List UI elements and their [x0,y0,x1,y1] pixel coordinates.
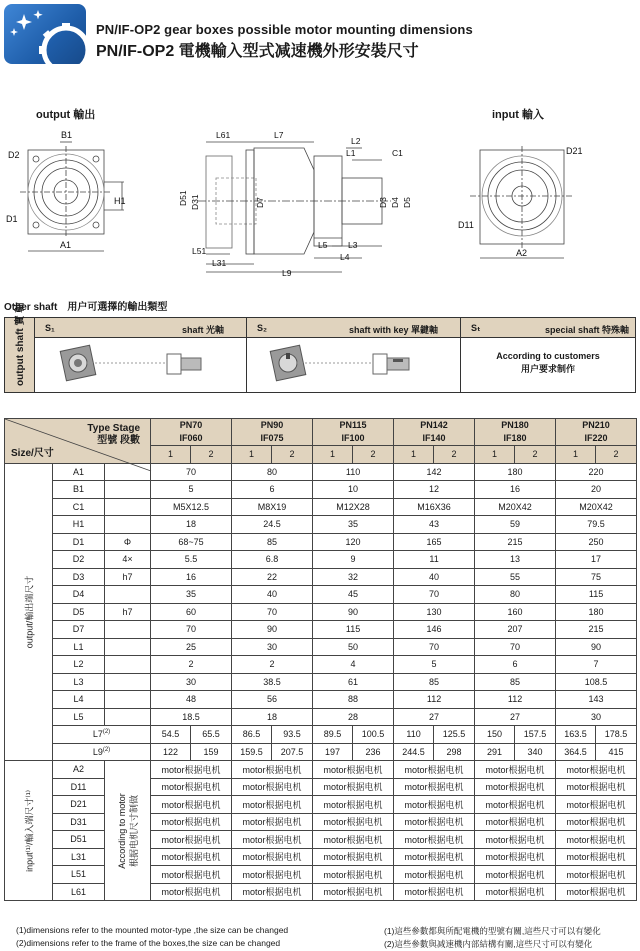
dimension-value: 40 [232,586,313,604]
dimension-value: 180 [475,463,556,481]
dimension-name: A2 [53,761,105,779]
dimension-value: 35 [151,586,232,604]
table-row [5,743,637,761]
dimension-note: h7 [105,568,151,586]
motor-dependent-value: motor根据电机 [475,796,556,814]
series-header-0: PN70 IF060 [151,419,232,446]
motor-dependent-value: motor根据电机 [556,848,637,866]
dimension-value: 30 [556,708,637,726]
dimension-value: 2 [151,656,232,674]
dim-label-l4: L4 [340,252,350,262]
motor-dependent-value: motor根据电机 [313,813,394,831]
dimension-value: 22 [232,568,313,586]
dimension-value: 32 [313,568,394,586]
dimension-value: M5X12.5 [151,498,232,516]
motor-dependent-value: motor根据电机 [475,883,556,901]
stage-header-cell: 2 [515,446,556,464]
output-view-label: output 輸出 [36,109,96,121]
dimension-value: 90 [556,638,637,656]
table-row [5,796,637,814]
dimension-name: A1 [53,463,105,481]
dimension-value: 236 [353,743,394,761]
dimension-value: 70 [475,638,556,656]
dimension-value: 215 [556,621,637,639]
motor-dependent-value: motor根据电机 [232,831,313,849]
output-end-view-drawing [4,126,134,266]
dimension-value: 112 [475,691,556,709]
dimension-value: 4 [313,656,394,674]
table-row [5,481,637,499]
dimension-value: M16X36 [394,498,475,516]
motor-dependent-value: motor根据电机 [313,848,394,866]
shaft-option-key: S₂ shaft with key 單鍵軸 [247,318,461,392]
stage-header-cell: 2 [191,446,232,464]
motor-dependent-value: motor根据电机 [232,761,313,779]
dim-label-d1: D1 [6,214,18,224]
dimension-value: 50 [313,638,394,656]
dimension-value: 48 [151,691,232,709]
dimension-value: 298 [434,743,475,761]
stage-header-cell: 1 [556,446,596,464]
table-row [5,848,637,866]
dim-label-l9: L9 [282,268,292,278]
dimension-value: 159 [191,743,232,761]
dimension-value: M20X42 [556,498,637,516]
output-shaft-side-label: output shaft 實 軸 [5,318,35,392]
dimension-value: 146 [394,621,475,639]
motor-dependent-value: motor根据电机 [313,761,394,779]
dimension-value: 38.5 [232,673,313,691]
motor-dependent-value: motor根据电机 [475,813,556,831]
table-row [5,708,637,726]
table-row [5,813,637,831]
dimension-value: 90 [232,621,313,639]
dimension-value: 24.5 [232,516,313,534]
dimension-note [105,708,151,726]
motor-dependent-value: motor根据电机 [313,796,394,814]
dim-label-b1: B1 [61,130,73,140]
dimension-value: 291 [475,743,515,761]
motor-dependent-value: motor根据电机 [394,778,475,796]
dimension-value: 59 [475,516,556,534]
dimension-name: L9$^{(2)}$ [53,743,151,761]
dimension-value: 250 [556,533,637,551]
dimension-value: 142 [394,463,475,481]
footnote-left-2: (2)dimensions refer to the frame of the boxes,the size can be changed [16,938,281,948]
dimension-value: 150 [475,726,515,744]
motor-dependent-value: motor根据电机 [556,883,637,901]
dimension-value: 122 [151,743,191,761]
model-stage-label: 型號 段數 [97,435,141,446]
dim-label-a1: A1 [60,240,72,250]
dim-label-d2: D2 [8,150,20,160]
dimension-name: D11 [53,778,105,796]
dimension-value: 340 [515,743,556,761]
motor-dependent-value: motor根据电机 [394,796,475,814]
dim-label-l51: L51 [192,246,207,256]
dimension-note [105,481,151,499]
dimension-note [105,586,151,604]
dimension-value: 7 [556,656,637,674]
dimension-value: 85 [232,533,313,551]
dimension-value: 79.5 [556,516,637,534]
dimension-value: 415 [596,743,637,761]
motor-dependent-value: motor根据电机 [151,866,232,884]
dimension-value: 6 [475,656,556,674]
stage-header-cell: 2 [353,446,394,464]
dimension-value: 40 [394,568,475,586]
dimension-value: 80 [475,586,556,604]
shaft-option-plain: S₁ shaft 光軸 [35,318,247,392]
dimension-name: D4 [53,586,105,604]
motor-dependent-value: motor根据电机 [475,831,556,849]
dimension-value: 88 [313,691,394,709]
dim-label-l1: L1 [346,148,356,158]
dimension-value: 108.5 [556,673,637,691]
stage-header-cell: 2 [596,446,637,464]
motor-dependent-value: motor根据电机 [151,761,232,779]
dimension-value: 55 [475,568,556,586]
dimension-value: 163.5 [556,726,596,744]
motor-dependent-value: motor根据电机 [394,761,475,779]
dimension-note [105,621,151,639]
table-row [5,568,637,586]
dimension-name: D5 [53,603,105,621]
size-label: Size/尺寸 [11,447,54,459]
dimension-value: 89.5 [313,726,353,744]
dimension-value: 125.5 [434,726,475,744]
motor-dependent-value: motor根据电机 [151,778,232,796]
table-row [5,603,637,621]
dimension-value: 112 [394,691,475,709]
motor-dependent-value: motor根据电机 [556,831,637,849]
dimension-value: 18.5 [151,708,232,726]
dimension-note: Φ [105,533,151,551]
table-row [5,726,637,744]
dimension-value: 27 [475,708,556,726]
dimension-value: 207 [475,621,556,639]
table-row [5,673,637,691]
shaft-option-special: Sₜ special shaft 特殊軸 According to customers 用户要求制作 [461,318,635,392]
dimension-value: 130 [394,603,475,621]
dimension-value: 30 [232,638,313,656]
dimension-value: 11 [394,551,475,569]
motor-dependent-value: motor根据电机 [313,866,394,884]
dimension-value: 115 [313,621,394,639]
dimension-name: L61 [53,883,105,901]
dimension-value: 143 [556,691,637,709]
table-row [5,761,637,779]
dimension-value: 90 [313,603,394,621]
series-header-5: PN210 IF220 [556,419,637,446]
motor-dependent-value: motor根据电机 [394,813,475,831]
dimension-value: 17 [556,551,637,569]
dimension-value: 18 [232,708,313,726]
table-row [5,831,637,849]
page-title-en: PN/IF-OP2 gear boxes possible motor mounting dimensions [96,22,473,37]
table-row [5,551,637,569]
dimension-value: M12X28 [313,498,394,516]
dimension-note: 4× [105,551,151,569]
dimension-value: 93.5 [272,726,313,744]
dim-label-l2: L2 [351,136,361,146]
motor-dependent-value: motor根据电机 [151,796,232,814]
dimension-value: 35 [313,516,394,534]
dim-label-d5: D5 [402,197,412,208]
dim-label-d51: D51 [178,190,188,206]
dimension-value: 54.5 [151,726,191,744]
dim-label-a2: A2 [516,248,528,258]
dimension-value: 85 [475,673,556,691]
dimension-name: D3 [53,568,105,586]
motor-dependent-value: motor根据电机 [556,761,637,779]
dimension-value: 207.5 [272,743,313,761]
motor-dependent-value: motor根据电机 [232,866,313,884]
special-shaft-note-zh: 用户要求制作 [520,364,575,374]
dimension-value: 6 [232,481,313,499]
plain-shaft-icon [43,342,239,390]
dimension-value: 16 [475,481,556,499]
motor-dependent-value: motor根据电机 [475,778,556,796]
motor-dependent-value: motor根据电机 [151,848,232,866]
dim-label-d21: D21 [566,146,583,156]
series-header-2: PN115 IF100 [313,419,394,446]
dimension-name: L51 [53,866,105,884]
motor-dependent-value: motor根据电机 [232,778,313,796]
dimension-value: 27 [394,708,475,726]
dimension-value: 70 [232,603,313,621]
dimension-value: 13 [475,551,556,569]
motor-dependent-value: motor根据电机 [232,883,313,901]
dim-label-l3: L3 [348,240,358,250]
dimension-value: 2 [232,656,313,674]
dimension-note [105,498,151,516]
dimension-name: L1 [53,638,105,656]
motor-dependent-value: motor根据电机 [232,848,313,866]
stage-header-cell: 1 [475,446,515,464]
according-to-motor-label: According to motor 根据电机尺寸制做 [105,761,151,901]
dimension-name: D1 [53,533,105,551]
stage-header-cell: 1 [232,446,272,464]
dimension-table [4,418,637,901]
motor-dependent-value: motor根据电机 [556,778,637,796]
dimension-value: 220 [556,463,637,481]
dim-label-l61: L61 [216,130,231,140]
motor-dependent-value: motor根据电机 [394,866,475,884]
series-header-3: PN142 IF140 [394,419,475,446]
footnote-right-1: (1)這些參數都與所配電機的型號有關,這些尺寸可以有變化 [384,926,601,936]
dimension-value: 70 [394,586,475,604]
stage-header-cell: 1 [394,446,434,464]
table-row [5,656,637,674]
dimension-value: 18 [151,516,232,534]
dimension-value: 85 [394,673,475,691]
dim-label-h1: H1 [114,196,126,206]
dimension-name: D31 [53,813,105,831]
dimension-value: 43 [394,516,475,534]
dim-label-c1: C1 [392,148,403,158]
dimension-value: 70 [151,463,232,481]
dimension-name: D7 [53,621,105,639]
motor-dependent-value: motor根据电机 [556,813,637,831]
other-shaft-title: Other shaft 用户可選擇的輸出類型 [4,302,168,313]
dimension-name: L31 [53,848,105,866]
table-row [5,691,637,709]
dimension-value: 12 [394,481,475,499]
dimension-value: 86.5 [232,726,272,744]
keyed-shaft-icon [255,342,453,390]
dimension-value: 56 [232,691,313,709]
series-header-4: PN180 IF180 [475,419,556,446]
table-row [5,866,637,884]
dimension-value: 9 [313,551,394,569]
special-shaft-note-en: According to customers [496,351,600,361]
dimension-value: 80 [232,463,313,481]
dimension-note [105,656,151,674]
table-row [5,516,637,534]
table-row [5,586,637,604]
page-title-zh: PN/IF-OP2 電機輸入型式减速機外形安裝尺寸 [96,43,419,60]
dimension-value: 25 [151,638,232,656]
motor-dependent-value: motor根据电机 [475,761,556,779]
dimension-value: 70 [151,621,232,639]
side-view-drawing [178,126,426,278]
dimension-value: 215 [475,533,556,551]
dimension-value: M20X42 [475,498,556,516]
dim-label-d4: D4 [390,197,400,208]
stage-header-cell: 2 [434,446,475,464]
dimension-value: 5 [394,656,475,674]
dimension-value: 364.5 [556,743,596,761]
motor-dependent-value: motor根据电机 [232,813,313,831]
dimension-value: 178.5 [596,726,637,744]
dim-label-l7: L7 [274,130,284,140]
dimension-value: 10 [313,481,394,499]
motor-dependent-value: motor根据电机 [394,848,475,866]
table-row [5,621,637,639]
motor-dependent-value: motor根据电机 [313,778,394,796]
dimension-value: 68~75 [151,533,232,551]
footnote-left-1: (1)dimensions refer to the mounted motor-type ,the size can be changed [16,925,289,935]
dimension-name: D51 [53,831,105,849]
dim-label-l5: L5 [318,240,328,250]
dimension-value: 70 [394,638,475,656]
motor-dependent-value: motor根据电机 [151,883,232,901]
series-header-1: PN90 IF075 [232,419,313,446]
dimension-note [105,673,151,691]
dim-label-d11: D11 [458,220,474,230]
type-stage-label: Type Stage [87,423,141,434]
dimension-note [105,691,151,709]
dimension-value: 110 [394,726,434,744]
dimension-name: D2 [53,551,105,569]
dimension-value: 197 [313,743,353,761]
dimension-name: L4 [53,691,105,709]
dimension-name: L5 [53,708,105,726]
dimension-name: L2 [53,656,105,674]
type-stage-header-cell [5,419,151,464]
dimension-value: 60 [151,603,232,621]
motor-dependent-value: motor根据电机 [475,848,556,866]
dimension-value: 110 [313,463,394,481]
dimension-name: L3 [53,673,105,691]
dimension-name: L7$^{(2)}$ [53,726,151,744]
motor-dependent-value: motor根据电机 [394,831,475,849]
dimension-value: 65.5 [191,726,232,744]
dimension-value: 120 [313,533,394,551]
dimension-value: 165 [394,533,475,551]
motor-dependent-value: motor根据电机 [232,796,313,814]
stage-header-cell: 1 [313,446,353,464]
table-row [5,638,637,656]
motor-dependent-value: motor根据电机 [151,831,232,849]
stage-header-cell: 1 [151,446,191,464]
output-group-label: output/輸出端尺寸 [5,463,53,761]
dimension-value: 180 [556,603,637,621]
dimension-value: M8X19 [232,498,313,516]
dimension-note: h7 [105,603,151,621]
dimension-value: 5 [151,481,232,499]
input-end-view-drawing [454,140,594,268]
dim-label-l31: L31 [212,258,227,268]
company-logo [4,4,86,64]
dimension-value: 30 [151,673,232,691]
dimension-value: 159.5 [232,743,272,761]
motor-dependent-value: motor根据电机 [313,883,394,901]
table-row [5,533,637,551]
dimension-name: B1 [53,481,105,499]
dimension-name: D21 [53,796,105,814]
motor-dependent-value: motor根据电机 [556,866,637,884]
dim-label-d31: D31 [190,194,200,210]
dimension-value: 20 [556,481,637,499]
dimension-name: H1 [53,516,105,534]
dimension-value: 61 [313,673,394,691]
motor-dependent-value: motor根据电机 [313,831,394,849]
dimension-value: 160 [475,603,556,621]
motor-dependent-value: motor根据电机 [151,813,232,831]
input-group-label: input⁽¹⁾/輸入端尺寸⁽¹⁾ [5,761,53,901]
table-row [5,883,637,901]
dimension-value: 6.8 [232,551,313,569]
dimension-value: 115 [556,586,637,604]
dimension-name: C1 [53,498,105,516]
table-row [5,778,637,796]
motor-dependent-value: motor根据电机 [556,796,637,814]
dimension-value: 16 [151,568,232,586]
input-view-label: input 輸入 [492,109,544,121]
dimension-value: 100.5 [353,726,394,744]
footnote-right-2: (2)這些參數與减速機内部結構有關,這些尺寸可以有變化 [384,939,593,949]
stage-header-cell: 2 [272,446,313,464]
dim-label-d7: D7 [255,197,265,208]
dimension-note [105,638,151,656]
dimension-value: 5.5 [151,551,232,569]
motor-dependent-value: motor根据电机 [475,866,556,884]
motor-dependent-value: motor根据电机 [394,883,475,901]
dimension-value: 244.5 [394,743,434,761]
dimension-value: 75 [556,568,637,586]
dimension-value: 45 [313,586,394,604]
dimension-value: 157.5 [515,726,556,744]
dimension-value: 28 [313,708,394,726]
dimension-note [105,516,151,534]
table-row [5,498,637,516]
dim-label-d3: D3 [378,197,388,208]
